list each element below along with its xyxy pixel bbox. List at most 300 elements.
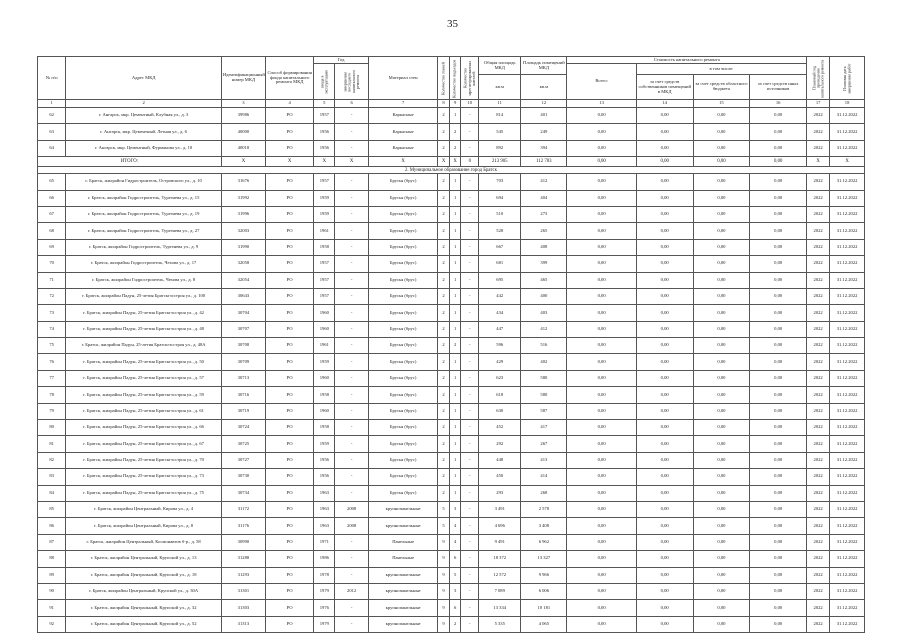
other-cost-cell: 0,00 <box>750 420 807 436</box>
year-built-cell: 1960 <box>314 370 335 386</box>
wall-cell: Брусья (брус) <box>368 256 437 272</box>
total-area-cell: 695 <box>479 272 521 288</box>
total-area-cell: 7 089 <box>479 583 521 599</box>
plan-year-cell: 2022 <box>807 239 830 255</box>
col-floors-header: Количество этажей <box>438 57 450 100</box>
year-last-cell: - <box>335 140 369 156</box>
owners-cost-cell: 0,00 <box>636 551 693 567</box>
plan-year-cell: 2022 <box>807 616 830 632</box>
entrances-cell: 1 <box>449 256 461 272</box>
regional-cost-cell: 0,00 <box>693 403 750 419</box>
col-living-area-header: Площадь помещений МКД <box>521 57 567 75</box>
year-built-cell: 1986 <box>314 551 335 567</box>
regional-cost-cell: 0,00 <box>693 239 750 255</box>
regional-cost-cell: 0,00 <box>693 370 750 386</box>
id-cell: 31301 <box>221 583 265 599</box>
summary-cell: X <box>314 157 335 167</box>
residents-cell: - <box>461 108 479 124</box>
owners-cost-cell: 0,00 <box>636 239 693 255</box>
year-built-cell: 1956 <box>314 452 335 468</box>
entrances-cell: 1 <box>449 485 461 501</box>
id-cell: 31293 <box>221 567 265 583</box>
residents-cell: - <box>461 420 479 436</box>
owners-cost-cell: 0,00 <box>636 485 693 501</box>
entrances-cell: 1 <box>449 305 461 321</box>
address-cell: г. Братск, жилрайон Центральный, Крупской ул., д. 13 <box>66 551 222 567</box>
section-row <box>38 167 865 174</box>
living-area-cell: 6 962 <box>521 534 567 550</box>
address-cell: г. Ангарск, мкр. Цементный, Летная ул., д. 6 <box>66 124 222 140</box>
total-cost-cell: 0,00 <box>567 534 636 550</box>
total-cost-cell: 0,00 <box>567 338 636 354</box>
wall-cell: Каркасные <box>368 140 437 156</box>
other-cost-cell: 0,00 <box>750 469 807 485</box>
deadline-cell: 31.12.2022 <box>830 338 865 354</box>
other-cost-cell: 0,00 <box>750 305 807 321</box>
row-number: 69 <box>38 239 66 255</box>
address-cell: г. Братск, жилрайон Падун, 25-летия Братскгэсстроя ул., д. 100 <box>66 288 222 304</box>
year-last-cell: - <box>335 174 369 190</box>
total-cost-cell: 0,00 <box>567 387 636 403</box>
method-cell: РО <box>265 567 313 583</box>
entrances-cell: 1 <box>449 436 461 452</box>
id-cell: 32058 <box>221 256 265 272</box>
method-cell: РО <box>265 583 313 599</box>
deadline-cell: 31.12.2022 <box>830 518 865 534</box>
wall-cell: Брусья (брус) <box>368 174 437 190</box>
unit-living: кв.м <box>521 75 567 100</box>
year-built-cell: 1959 <box>314 354 335 370</box>
total-area-cell: 623 <box>479 370 521 386</box>
year-built-cell: 1957 <box>314 174 335 190</box>
total-cost-cell: 0,00 <box>567 583 636 599</box>
residents-cell: - <box>461 272 479 288</box>
summary-cell: 0 <box>461 157 479 167</box>
regional-cost-cell: 0,00 <box>693 420 750 436</box>
year-last-cell: - <box>335 190 369 206</box>
entrances-cell: 5 <box>449 567 461 583</box>
entrances-cell: 1 <box>449 420 461 436</box>
year-built-cell: 1959 <box>314 206 335 222</box>
method-cell: РО <box>265 256 313 272</box>
floors-cell: 9 <box>438 551 450 567</box>
year-built-cell: 1963 <box>314 485 335 501</box>
living-area-cell: 580 <box>521 370 567 386</box>
floors-cell: 2 <box>438 190 450 206</box>
page-number: 35 <box>447 18 458 30</box>
col-wall-header: Материал стен <box>368 57 437 100</box>
floors-cell: 2 <box>438 321 450 337</box>
address-cell: г. Братск, жилрайон Гидростроитель, Тургенева ул., д. 19 <box>66 206 222 222</box>
address-cell: г. Братск, жилрайон Падун, 25-летия Братскгэсстроя ул., д. 73 <box>66 469 222 485</box>
total-cost-cell: 0,00 <box>567 551 636 567</box>
plan-year-cell: 2022 <box>807 567 830 583</box>
residents-cell: - <box>461 354 479 370</box>
year-last-cell: - <box>335 124 369 140</box>
id-cell: 31172 <box>221 501 265 517</box>
floors-cell: 2 <box>438 206 450 222</box>
total-cost-cell: 0,00 <box>567 206 636 222</box>
col-residents-header: Количество зарегистрированных жителей <box>461 57 479 100</box>
year-built-cell: 1961 <box>314 223 335 239</box>
year-built-cell: 1956 <box>314 469 335 485</box>
table-row <box>38 272 865 288</box>
method-cell: РО <box>265 288 313 304</box>
deadline-cell: 31.12.2022 <box>830 387 865 403</box>
col-method-header: Способ формирования фонда капитального ремонта МКД <box>265 57 313 100</box>
row-number: 85 <box>38 501 66 517</box>
year-built-cell: 1960 <box>314 305 335 321</box>
owners-cost-cell: 0,00 <box>636 305 693 321</box>
row-number: 79 <box>38 403 66 419</box>
total-cost-cell: 0,00 <box>567 124 636 140</box>
col-entrances-header: Количество подъездов <box>449 57 461 100</box>
wall-cell: крупнопанельные <box>368 518 437 534</box>
year-last-cell: - <box>335 256 369 272</box>
wall-cell: Брусья (брус) <box>368 469 437 485</box>
address-cell: г. Братск, жилрайон Падун, 25-летия Братскгэсстроя ул., д. 57 <box>66 370 222 386</box>
deadline-cell: 31.12.2022 <box>830 140 865 156</box>
floors-cell: 2 <box>438 140 450 156</box>
year-last-cell: - <box>335 206 369 222</box>
entrances-cell: 2 <box>449 140 461 156</box>
residents-cell: - <box>461 600 479 616</box>
year-built-cell: 1979 <box>314 616 335 632</box>
living-area-cell: 394 <box>521 140 567 156</box>
year-last-cell: - <box>335 354 369 370</box>
residents-cell: - <box>461 305 479 321</box>
total-cost-cell: 0,00 <box>567 436 636 452</box>
residents-cell: - <box>461 239 479 255</box>
method-cell: РО <box>265 354 313 370</box>
regional-cost-cell: 0,00 <box>693 616 750 632</box>
floors-cell: 2 <box>438 256 450 272</box>
year-built-cell: 1976 <box>314 600 335 616</box>
residents-cell: - <box>461 501 479 517</box>
table-row <box>38 124 865 140</box>
total-cost-cell: 0,00 <box>567 174 636 190</box>
row-number: 63 <box>38 124 66 140</box>
column-number: 3 <box>221 100 265 108</box>
total-area-cell: 3 491 <box>479 501 521 517</box>
residents-cell: - <box>461 321 479 337</box>
entrances-cell: 1 <box>449 174 461 190</box>
plan-year-cell: 2022 <box>807 174 830 190</box>
living-area-cell: 465 <box>521 272 567 288</box>
total-cost-cell: 0,00 <box>567 403 636 419</box>
deadline-cell: 31.12.2022 <box>830 534 865 550</box>
other-cost-cell: 0,00 <box>750 567 807 583</box>
total-cost-cell: 0,00 <box>567 354 636 370</box>
deadline-cell: 31.12.2022 <box>830 321 865 337</box>
wall-cell: Брусья (брус) <box>368 403 437 419</box>
total-area-cell: 814 <box>479 108 521 124</box>
year-last-cell: 2008 <box>335 518 369 534</box>
address-cell: г. Братск, жилрайон Падун, 25-летия Братскгэсстроя ул., д. 59 <box>66 387 222 403</box>
method-cell: РО <box>265 174 313 190</box>
year-built-cell: 1963 <box>314 501 335 517</box>
living-area-cell: 412 <box>521 321 567 337</box>
regional-cost-cell: 0,00 <box>693 174 750 190</box>
method-cell: РО <box>265 452 313 468</box>
wall-cell: крупнопанельные <box>368 600 437 616</box>
floors-cell: 2 <box>438 108 450 124</box>
owners-cost-cell: 0,00 <box>636 501 693 517</box>
method-cell: РО <box>265 551 313 567</box>
year-last-cell: - <box>335 452 369 468</box>
col-plan-year-header: Плановый год проведения капитального ремонта <box>807 57 830 100</box>
column-number: 1 <box>38 100 66 108</box>
total-cost-cell: 0,00 <box>567 469 636 485</box>
other-cost-cell: 0,00 <box>750 338 807 354</box>
owners-cost-cell: 0,00 <box>636 518 693 534</box>
regional-cost-cell: 0,00 <box>693 305 750 321</box>
owners-cost-cell: 0,00 <box>636 124 693 140</box>
row-number: 91 <box>38 600 66 616</box>
wall-cell: Брусья (брус) <box>368 321 437 337</box>
plan-year-cell: 2022 <box>807 501 830 517</box>
regional-cost-cell: 0,00 <box>693 469 750 485</box>
address-cell: г. Братск, жилрайон Падун, 25-летия Братскгэсстроя ул., д. 42 <box>66 305 222 321</box>
total-cost-cell: 0,00 <box>567 420 636 436</box>
method-cell: РО <box>265 140 313 156</box>
method-cell: РО <box>265 206 313 222</box>
deadline-cell: 31.12.2022 <box>830 452 865 468</box>
id-cell: 31176 <box>221 518 265 534</box>
deadline-cell: 31.12.2022 <box>830 485 865 501</box>
wall-cell: Панельные <box>368 551 437 567</box>
other-cost-cell: 0,00 <box>750 108 807 124</box>
entrances-cell: 3 <box>449 583 461 599</box>
row-number: 82 <box>38 452 66 468</box>
entrances-cell: 1 <box>449 370 461 386</box>
column-number: 16 <box>750 100 807 108</box>
row-number: 65 <box>38 174 66 190</box>
owners-cost-cell: 0,00 <box>636 206 693 222</box>
table-row <box>38 583 865 599</box>
regional-cost-cell: 0,00 <box>693 338 750 354</box>
floors-cell: 9 <box>438 567 450 583</box>
residents-cell: - <box>461 485 479 501</box>
floors-cell: 2 <box>438 452 450 468</box>
row-number: 80 <box>38 420 66 436</box>
method-cell: РО <box>265 534 313 550</box>
plan-year-cell: 2022 <box>807 452 830 468</box>
entrances-cell: 1 <box>449 403 461 419</box>
wall-cell: крупнопанельные <box>368 583 437 599</box>
total-area-cell: 703 <box>479 174 521 190</box>
plan-year-cell: 2022 <box>807 370 830 386</box>
living-area-cell: 402 <box>521 354 567 370</box>
method-cell: РО <box>265 190 313 206</box>
other-cost-cell: 0,00 <box>750 190 807 206</box>
id-cell: 30727 <box>221 452 265 468</box>
table-row <box>38 452 865 468</box>
plan-year-cell: 2022 <box>807 518 830 534</box>
id-cell: 32003 <box>221 223 265 239</box>
row-number: 88 <box>38 551 66 567</box>
regional-cost-cell: 0,00 <box>693 485 750 501</box>
deadline-cell: 31.12.2022 <box>830 370 865 386</box>
regional-cost-cell: 0,00 <box>693 551 750 567</box>
plan-year-cell: 2022 <box>807 256 830 272</box>
deadline-cell: 31.12.2022 <box>830 174 865 190</box>
summary-cell: 0,00 <box>750 157 807 167</box>
wall-cell: Брусья (брус) <box>368 420 437 436</box>
owners-cost-cell: 0,00 <box>636 354 693 370</box>
entrances-cell: 1 <box>449 108 461 124</box>
entrances-cell: 3 <box>449 501 461 517</box>
wall-cell: крупнопанельные <box>368 501 437 517</box>
column-number: 6 <box>335 100 369 108</box>
residents-cell: - <box>461 616 479 632</box>
deadline-cell: 31.12.2022 <box>830 469 865 485</box>
method-cell: РО <box>265 239 313 255</box>
regional-cost-cell: 0,00 <box>693 124 750 140</box>
table-row <box>38 288 865 304</box>
deadline-cell: 31.12.2022 <box>830 272 865 288</box>
year-last-cell: - <box>335 616 369 632</box>
id-cell: 30709 <box>221 354 265 370</box>
year-built-cell: 1979 <box>314 583 335 599</box>
entrances-cell: 1 <box>449 469 461 485</box>
living-area-cell: 413 <box>521 452 567 468</box>
total-area-cell: 892 <box>479 140 521 156</box>
plan-year-cell: 2022 <box>807 190 830 206</box>
residents-cell: - <box>461 256 479 272</box>
living-area-cell: 417 <box>521 420 567 436</box>
column-number: 7 <box>368 100 437 108</box>
plan-year-cell: 2022 <box>807 534 830 550</box>
wall-cell: Брусья (брус) <box>368 338 437 354</box>
other-cost-cell: 0,00 <box>750 551 807 567</box>
residents-cell: - <box>461 567 479 583</box>
floors-cell: 2 <box>438 436 450 452</box>
living-area-cell: 516 <box>521 338 567 354</box>
col-year-built-header: ввода в эксплуатацию <box>314 64 335 100</box>
table-row <box>38 108 865 124</box>
entrances-cell: 1 <box>449 452 461 468</box>
plan-year-cell: 2022 <box>807 600 830 616</box>
id-cell: 30713 <box>221 370 265 386</box>
address-cell: г. Ангарск, мкр. Цементный, Фурманова ул., д. 10 <box>66 140 222 156</box>
wall-cell: Панельные <box>368 534 437 550</box>
method-cell: РО <box>265 485 313 501</box>
table-row <box>38 321 865 337</box>
floors-cell: 2 <box>438 272 450 288</box>
id-cell: 30643 <box>221 288 265 304</box>
year-last-cell: - <box>335 420 369 436</box>
floors-cell: 2 <box>438 288 450 304</box>
other-cost-cell: 0,00 <box>750 485 807 501</box>
total-area-cell: 452 <box>479 420 521 436</box>
floors-cell: 9 <box>438 583 450 599</box>
regional-cost-cell: 0,00 <box>693 452 750 468</box>
total-area-cell: 681 <box>479 256 521 272</box>
address-cell: г. Братск, жилрайон Центральный, Крупской ул., д. 52 <box>66 616 222 632</box>
year-last-cell: - <box>335 108 369 124</box>
total-area-cell: 442 <box>479 288 521 304</box>
wall-cell: Брусья (брус) <box>368 239 437 255</box>
method-cell: РО <box>265 370 313 386</box>
residents-cell: - <box>461 534 479 550</box>
summary-cell: 0,00 <box>636 157 693 167</box>
column-number: 9 <box>449 100 461 108</box>
summary-cell: X <box>830 157 865 167</box>
owners-cost-cell: 0,00 <box>636 452 693 468</box>
row-number: 71 <box>38 272 66 288</box>
residents-cell: - <box>461 124 479 140</box>
column-number: 15 <box>693 100 750 108</box>
other-cost-cell: 0,00 <box>750 174 807 190</box>
regional-cost-cell: 0,00 <box>693 108 750 124</box>
floors-cell: 2 <box>438 174 450 190</box>
other-cost-cell: 0,00 <box>750 288 807 304</box>
total-area-cell: 434 <box>479 305 521 321</box>
summary-cell: X <box>368 157 437 167</box>
floors-cell: 2 <box>438 338 450 354</box>
owners-cost-cell: 0,00 <box>636 256 693 272</box>
deadline-cell: 31.12.2022 <box>830 616 865 632</box>
regional-cost-cell: 0,00 <box>693 223 750 239</box>
total-cost-cell: 0,00 <box>567 140 636 156</box>
row-number: 67 <box>38 206 66 222</box>
owners-cost-cell: 0,00 <box>636 403 693 419</box>
total-cost-cell: 0,00 <box>567 600 636 616</box>
residents-cell: - <box>461 403 479 419</box>
floors-cell: 9 <box>438 616 450 632</box>
total-area-cell: 630 <box>479 403 521 419</box>
entrances-cell: 6 <box>449 551 461 567</box>
other-cost-cell: 0,00 <box>750 239 807 255</box>
col-regional-header: за счет средств областного бюджета <box>693 75 750 100</box>
total-area-cell: 18 372 <box>479 551 521 567</box>
other-cost-cell: 0,00 <box>750 256 807 272</box>
living-area-cell: 408 <box>521 239 567 255</box>
floors-cell: 2 <box>438 469 450 485</box>
col-cost-group-header: Стоимость капитального ремонта <box>567 57 807 64</box>
col-id-header: Идентификационный номер МКД <box>221 57 265 100</box>
total-area-cell: 429 <box>479 354 521 370</box>
method-cell: РО <box>265 321 313 337</box>
entrances-cell: 2 <box>449 616 461 632</box>
row-number: 68 <box>38 223 66 239</box>
entrances-cell: 1 <box>449 239 461 255</box>
deadline-cell: 31.12.2022 <box>830 288 865 304</box>
residents-cell: - <box>461 551 479 567</box>
floors-cell: 9 <box>438 600 450 616</box>
plan-year-cell: 2022 <box>807 354 830 370</box>
method-cell: РО <box>265 272 313 288</box>
method-cell: РО <box>265 108 313 124</box>
table-row <box>38 223 865 239</box>
method-cell: РО <box>265 469 313 485</box>
address-cell: г. Братск, жилрайон Падун, 25-летия Братскгэсстроя ул., д. 67 <box>66 436 222 452</box>
method-cell: РО <box>265 338 313 354</box>
col-num-header: № п/п <box>38 57 66 100</box>
living-area-cell: 401 <box>521 108 567 124</box>
table-row <box>38 256 865 272</box>
residents-cell: - <box>461 436 479 452</box>
residents-cell: - <box>461 338 479 354</box>
address-cell: г. Братск, жилрайон Центральный, Крупской ул., д. 30А <box>66 583 222 599</box>
method-cell: РО <box>265 420 313 436</box>
owners-cost-cell: 0,00 <box>636 370 693 386</box>
table-row <box>38 174 865 190</box>
total-area-cell: 292 <box>479 436 521 452</box>
table-row <box>38 354 865 370</box>
deadline-cell: 31.12.2022 <box>830 436 865 452</box>
